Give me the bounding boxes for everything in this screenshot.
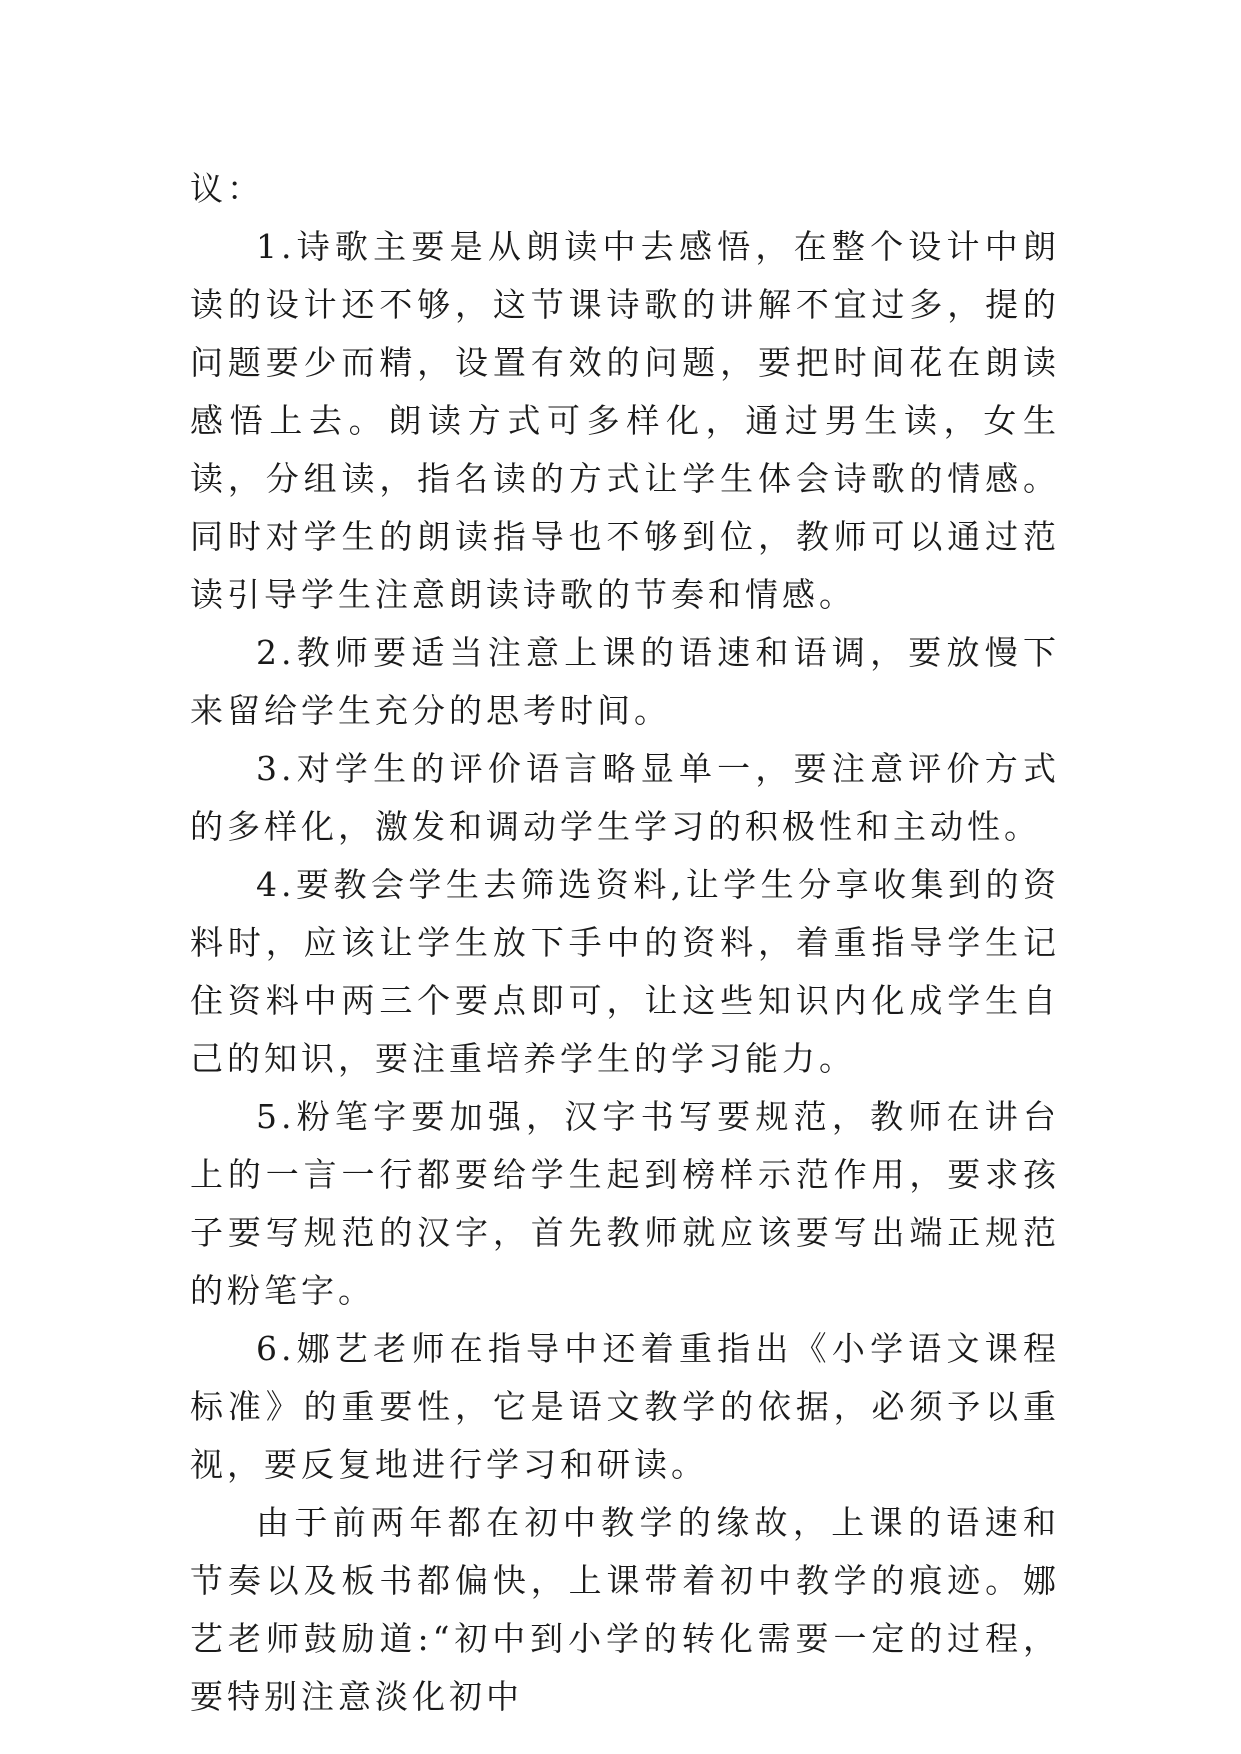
paragraph-2: 2.教师要适当注意上课的语速和语调，要放慢下来留给学生充分的思考时间。 xyxy=(190,633,1060,730)
paragraph-4: 4.要教会学生去筛选资料,让学生分享收集到的资料时，应该让学生放下手中的资料，着重指导学生记住资料中两三个要点即可，让这些知识内化成学生自己的知识，要注重培养学生的学习能力。 xyxy=(190,865,1060,1078)
document-body xyxy=(190,160,1060,1726)
paragraph-1: 1.诗歌主要是从朗读中去感悟，在整个设计中朗读的设计还不够，这节课诗歌的讲解不宜过多，提的问题要少而精，设置有效的问题，要把时间花在朗读感悟上去。朗读方式可多样化，通过男生读，女生读，分组读，指名读的方式让学生体会诗歌的情感。同时对学生的朗读指导也不够到位，教师可以通过范读引导学生注意朗读诗歌的节奏和情感。 xyxy=(190,227,1060,614)
paragraph-intro: 议： xyxy=(190,169,264,208)
paragraph-5: 5.粉笔字要加强，汉字书写要规范，教师在讲台上的一言一行都要给学生起到榜样示范作用，要求孩子要写规范的汉字，首先教师就应该要写出端正规范的粉笔字。 xyxy=(190,1097,1060,1310)
paragraph-closing: 由于前两年都在初中教学的缘故，上课的语速和节奏以及板书都偏快，上课带着初中教学的痕迹。娜艺老师鼓励道:“初中到小学的转化需要一定的过程，要特别注意淡化初中 xyxy=(190,1503,1060,1716)
paragraph-3: 3.对学生的评价语言略显单一，要注意评价方式的多样化，激发和调动学生学习的积极性和主动性。 xyxy=(190,749,1060,846)
paragraph-6: 6.娜艺老师在指导中还着重指出《小学语文课程标准》的重要性，它是语文教学的依据，必须予以重视，要反复地进行学习和研读。 xyxy=(190,1329,1060,1484)
